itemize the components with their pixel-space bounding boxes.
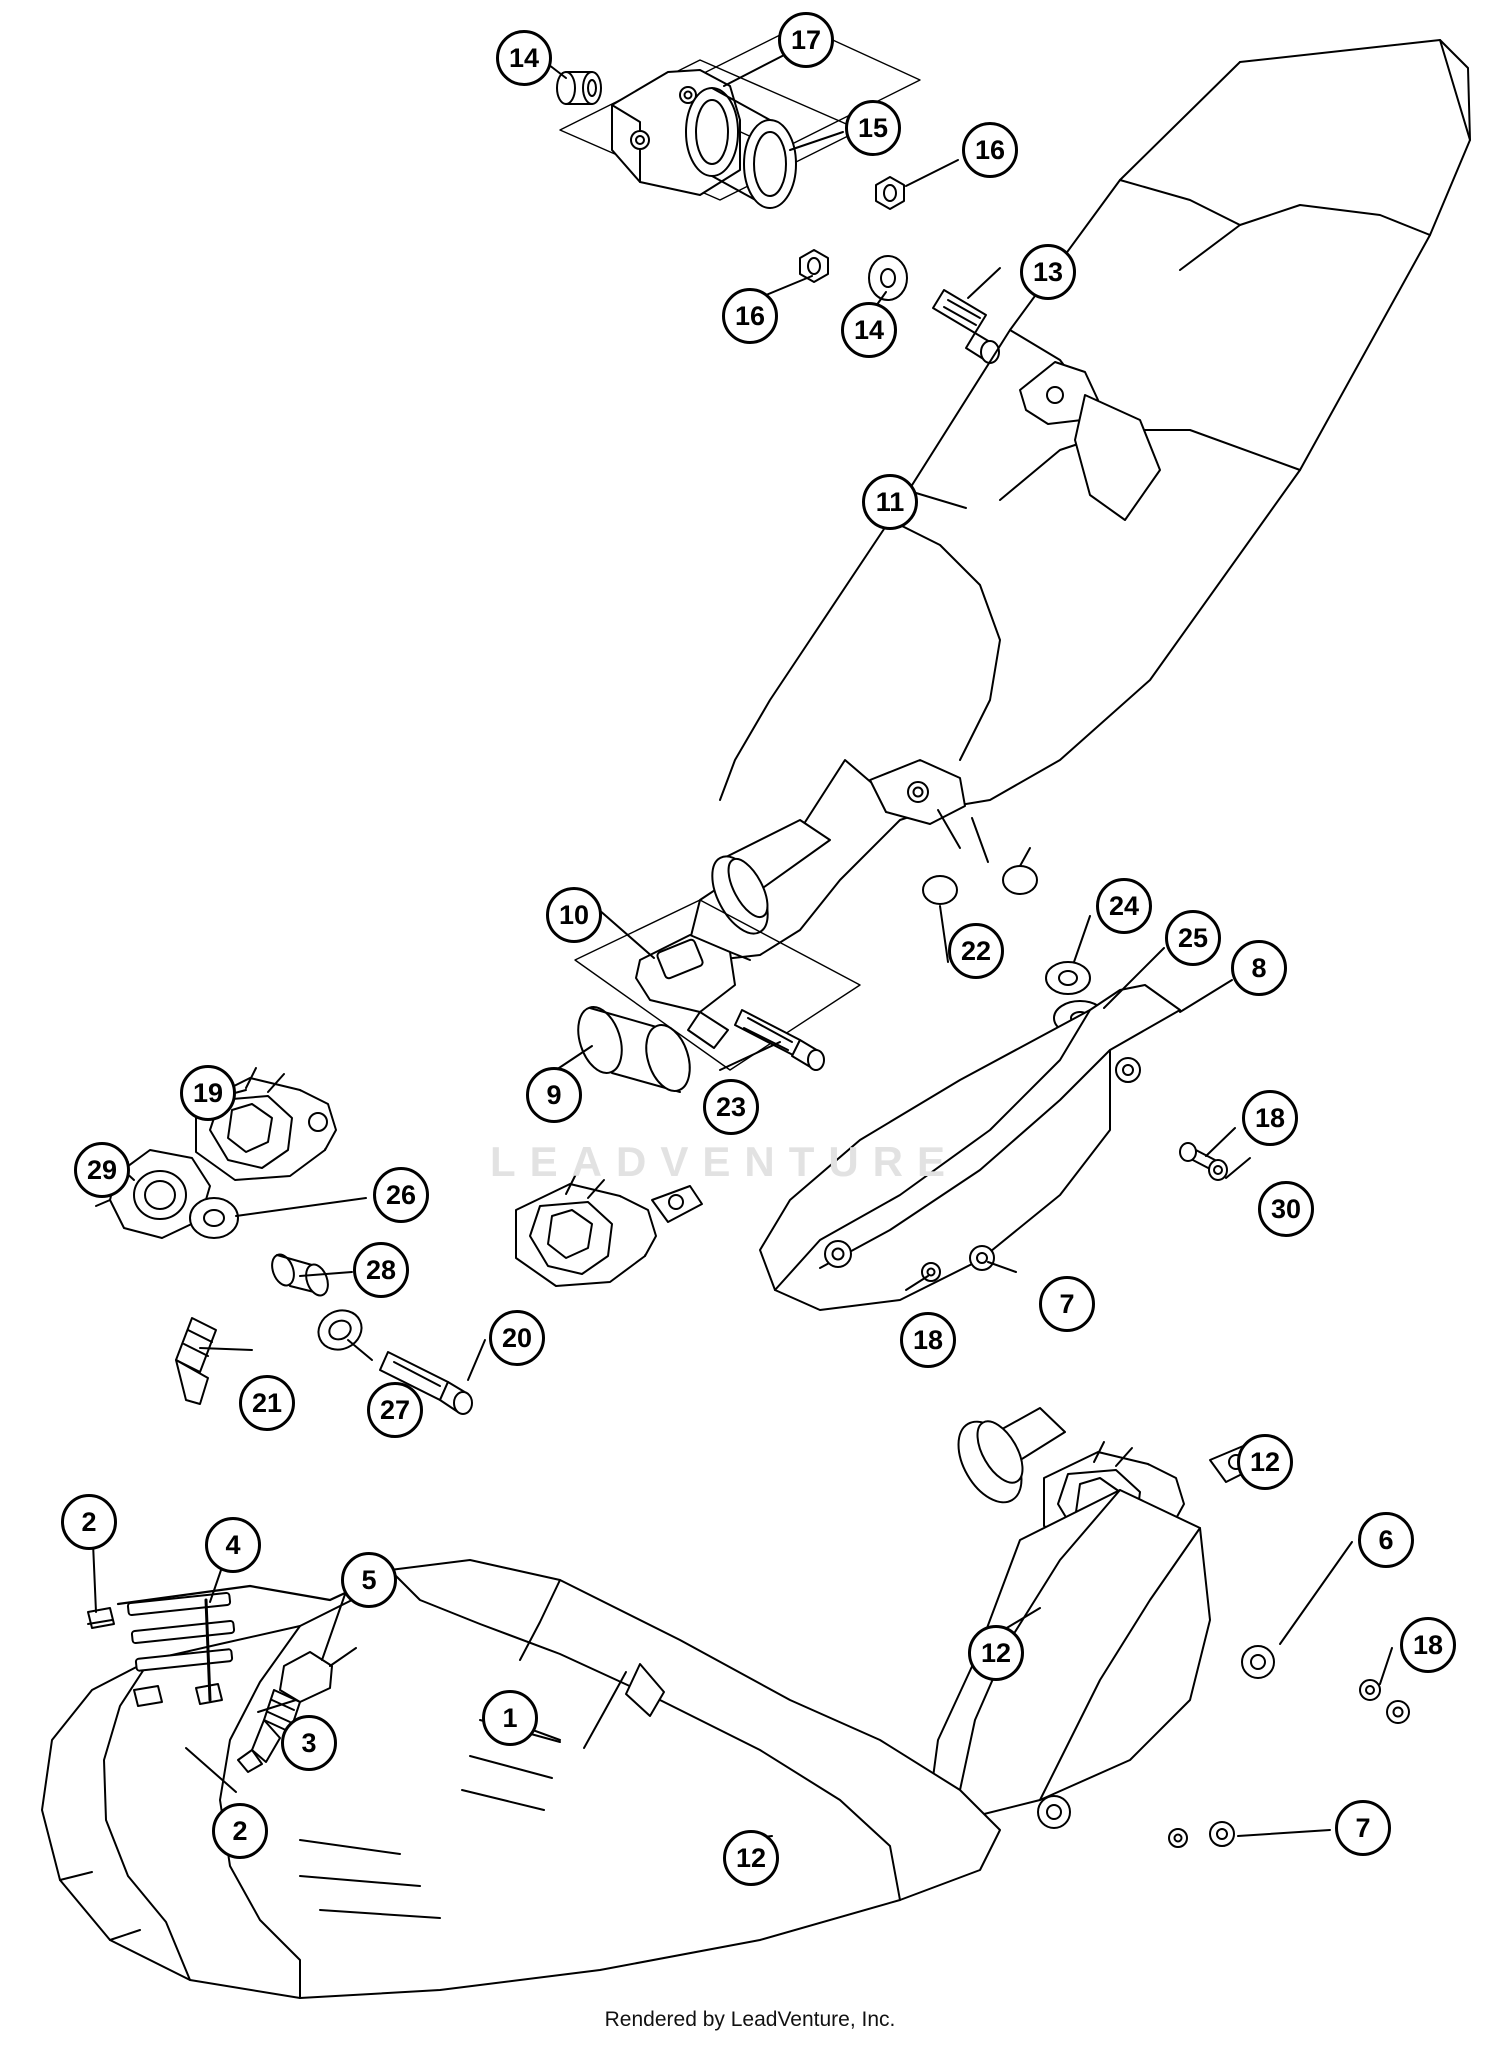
callout-10[interactable]: 10 [546, 887, 602, 943]
callout-2[interactable]: 2 [61, 1494, 117, 1550]
callout-29[interactable]: 29 [74, 1142, 130, 1198]
callout-16[interactable]: 16 [962, 122, 1018, 178]
callout-19[interactable]: 19 [180, 1065, 236, 1121]
callout-18[interactable]: 18 [900, 1312, 956, 1368]
callout-17[interactable]: 17 [778, 12, 834, 68]
callout-12[interactable]: 12 [968, 1625, 1024, 1681]
exhaust-valve-actuator-left [96, 1068, 472, 1414]
callout-7[interactable]: 7 [1335, 1800, 1391, 1856]
callout-28[interactable]: 28 [353, 1242, 409, 1298]
muffler-mount-flange-group [557, 25, 999, 363]
callout-11[interactable]: 11 [862, 474, 918, 530]
callout-24[interactable]: 24 [1096, 878, 1152, 934]
callout-18[interactable]: 18 [1400, 1617, 1456, 1673]
callout-9[interactable]: 9 [526, 1067, 582, 1123]
callout-2[interactable]: 2 [212, 1803, 268, 1859]
callout-7[interactable]: 7 [1039, 1276, 1095, 1332]
callout-14[interactable]: 14 [496, 30, 552, 86]
exhaust-valve-actuator-mid [516, 1174, 702, 1286]
callout-4[interactable]: 4 [205, 1517, 261, 1573]
callout-3[interactable]: 3 [281, 1715, 337, 1771]
callout-1[interactable]: 1 [482, 1690, 538, 1746]
callout-12[interactable]: 12 [723, 1830, 779, 1886]
callout-12[interactable]: 12 [1237, 1434, 1293, 1490]
callout-22[interactable]: 22 [948, 923, 1004, 979]
callout-23[interactable]: 23 [703, 1079, 759, 1135]
callout-30[interactable]: 30 [1258, 1181, 1314, 1237]
callout-27[interactable]: 27 [367, 1382, 423, 1438]
muffler-cover-assembly [690, 40, 1470, 960]
watermark-leadventure: LEADVENTURE [490, 1138, 960, 1185]
footer-attribution: Rendered by LeadVenture, Inc. [604, 2008, 896, 2031]
callout-6[interactable]: 6 [1358, 1512, 1414, 1568]
expansion-chamber-header [42, 1560, 1000, 1998]
callout-16[interactable]: 16 [722, 288, 778, 344]
callout-26[interactable]: 26 [373, 1167, 429, 1223]
callout-25[interactable]: 25 [1165, 910, 1221, 966]
callout-18[interactable]: 18 [1242, 1090, 1298, 1146]
callout-8[interactable]: 8 [1231, 940, 1287, 996]
callout-15[interactable]: 15 [845, 100, 901, 156]
callout-5[interactable]: 5 [341, 1552, 397, 1608]
callout-13[interactable]: 13 [1020, 244, 1076, 300]
callout-20[interactable]: 20 [489, 1310, 545, 1366]
callout-21[interactable]: 21 [239, 1375, 295, 1431]
callout-14[interactable]: 14 [841, 302, 897, 358]
